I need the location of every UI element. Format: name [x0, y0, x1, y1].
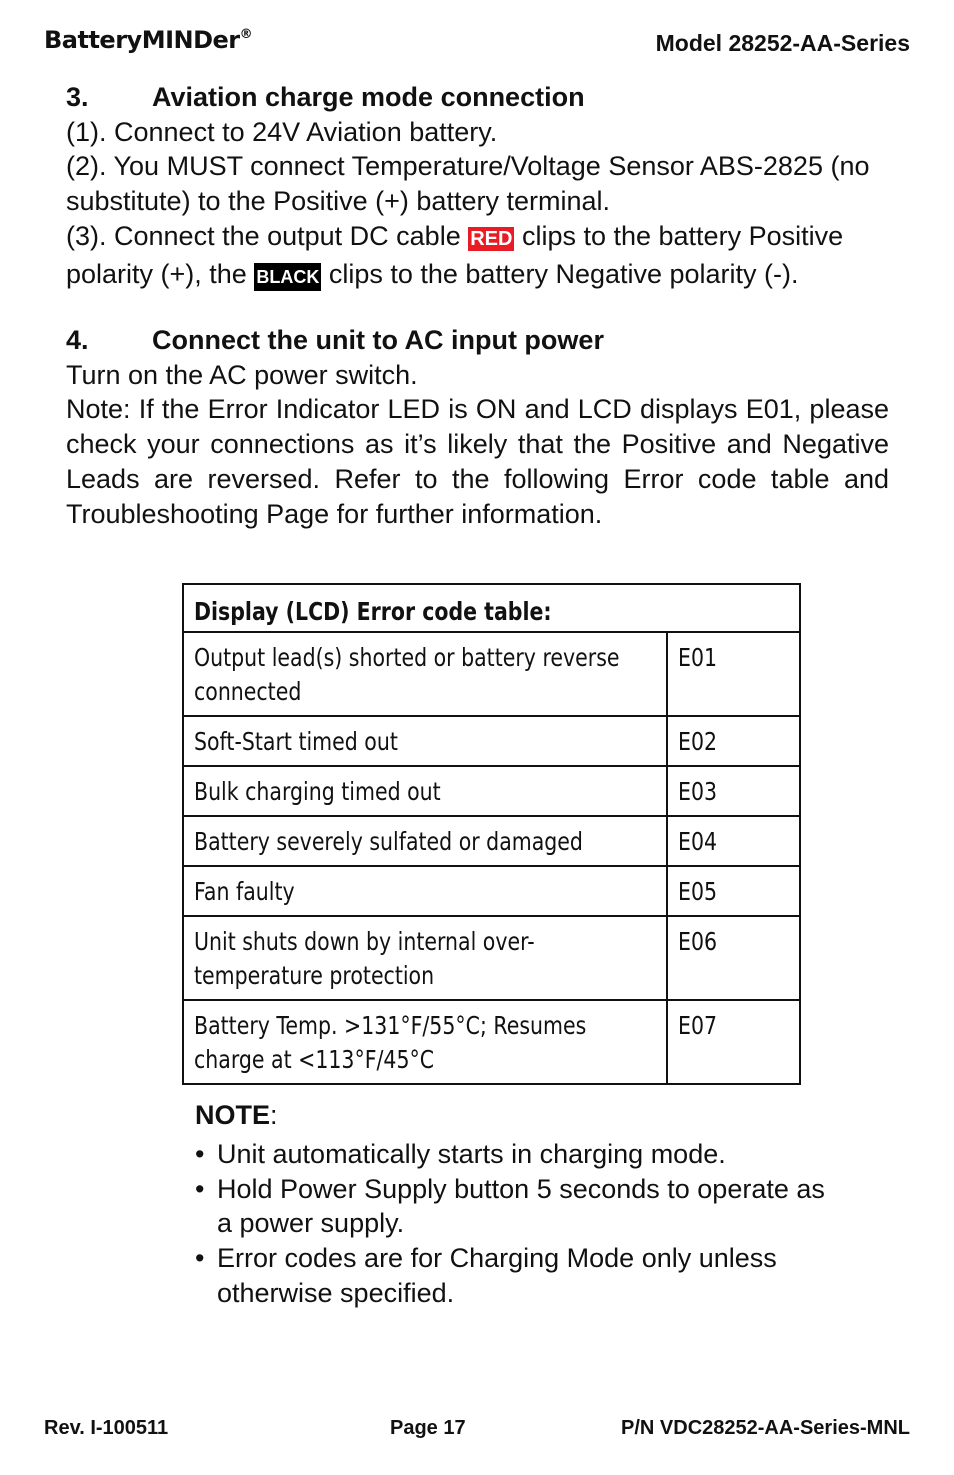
error-code-table [182, 583, 801, 1085]
section-4-heading [66, 323, 889, 358]
model-number: Model 28252-AA-Series [655, 30, 910, 56]
note-label: NOTE [195, 1100, 271, 1130]
section-3-heading [66, 80, 896, 115]
table-row [183, 716, 800, 766]
condition-text: Battery Temp. >131°F/55°C; Resumes charge at <113°F/45°C [194, 1011, 587, 1074]
section-4-number: 4. [66, 325, 89, 355]
table-row [183, 816, 800, 866]
code-cell [667, 866, 800, 916]
note-heading [195, 1100, 278, 1131]
list-item: • Unit automatically starts in charging mode. [195, 1137, 845, 1172]
error-code: E05 [678, 877, 718, 906]
table-title-cell [183, 584, 800, 632]
brand-logo [44, 26, 252, 54]
registered-mark: ® [239, 27, 253, 42]
list-item: • Error codes are for Charging Mode only unless otherwise specified. [195, 1241, 832, 1310]
footer-page-number: Page 17 [390, 1417, 466, 1439]
footer-part-number: P/N VDC28252-AA-Series-MNL [621, 1417, 910, 1439]
condition-text: Fan faulty [194, 877, 295, 906]
brand-name: BatteryMINDer [44, 26, 240, 54]
table-row [183, 1000, 800, 1084]
list-item: • Hold Power Supply button 5 seconds to operate as a power supply. [195, 1172, 832, 1241]
section-4-note: Note: If the Error Indicator LED is ON and LCD displays E01, please check your connections as it’s likely that the Positive and Negative Leads are reversed. Refer to the following Error code table and Troubleshooting Page for further information. [66, 394, 889, 529]
table-row [183, 916, 800, 1000]
table-header-row [183, 584, 800, 632]
section-3-step-3 [66, 219, 896, 294]
condition-cell [183, 866, 667, 916]
step-3-text-c: clips to the battery Negative polarity (-). [321, 258, 799, 289]
condition-text: Unit shuts down by internal over-temperature protection [194, 927, 535, 990]
code-cell [667, 1000, 800, 1084]
condition-cell [183, 716, 667, 766]
code-cell [667, 916, 800, 1000]
table-title: Display (LCD) Error code table: [194, 597, 552, 626]
condition-cell [183, 816, 667, 866]
note-colon: : [270, 1100, 278, 1130]
condition-cell [183, 766, 667, 816]
section-4 [66, 323, 889, 531]
condition-text: Soft-Start timed out [194, 727, 398, 756]
step-3-text-a: (3). Connect the output DC cable [66, 220, 469, 251]
error-code: E02 [678, 727, 718, 756]
condition-cell [183, 916, 667, 1000]
red-cable-label: RED [470, 227, 513, 250]
section-3 [66, 80, 896, 294]
error-code: E04 [678, 827, 718, 856]
black-cable-label: BLACK [254, 263, 321, 291]
table-row [183, 766, 800, 816]
step-3-text-b: clips to the battery Positive polarity (+), the [66, 220, 844, 289]
error-code: E06 [678, 927, 718, 956]
condition-text: Bulk charging timed out [194, 777, 441, 806]
condition-text: Battery severely sulfated or damaged [194, 827, 583, 856]
section-4-line-1: Turn on the AC power switch. [66, 359, 418, 390]
condition-cell [183, 1000, 667, 1084]
section-3-number: 3. [66, 82, 89, 112]
section-3-step-2: (2). You MUST connect Temperature/Voltage Sensor ABS-2825 (no substitute) to the Positive (+) battery terminal. [66, 151, 870, 217]
code-cell [667, 766, 800, 816]
code-cell [667, 632, 800, 716]
code-cell [667, 816, 800, 866]
table-row [183, 632, 800, 716]
condition-text: Output lead(s) shorted or battery reverse connected [194, 643, 620, 706]
error-code: E01 [678, 643, 718, 672]
section-3-title: Aviation charge mode connection [152, 82, 585, 112]
code-cell [667, 716, 800, 766]
section-4-title: Connect the unit to AC input power [152, 325, 604, 355]
footer-revision: Rev. I-100511 [44, 1417, 169, 1439]
error-code: E07 [678, 1011, 718, 1040]
section-3-step-1: (1). Connect to 24V Aviation battery. [66, 116, 498, 147]
table-row [183, 866, 800, 916]
condition-cell [183, 632, 667, 716]
note-list [195, 1137, 845, 1311]
error-code: E03 [678, 777, 718, 806]
